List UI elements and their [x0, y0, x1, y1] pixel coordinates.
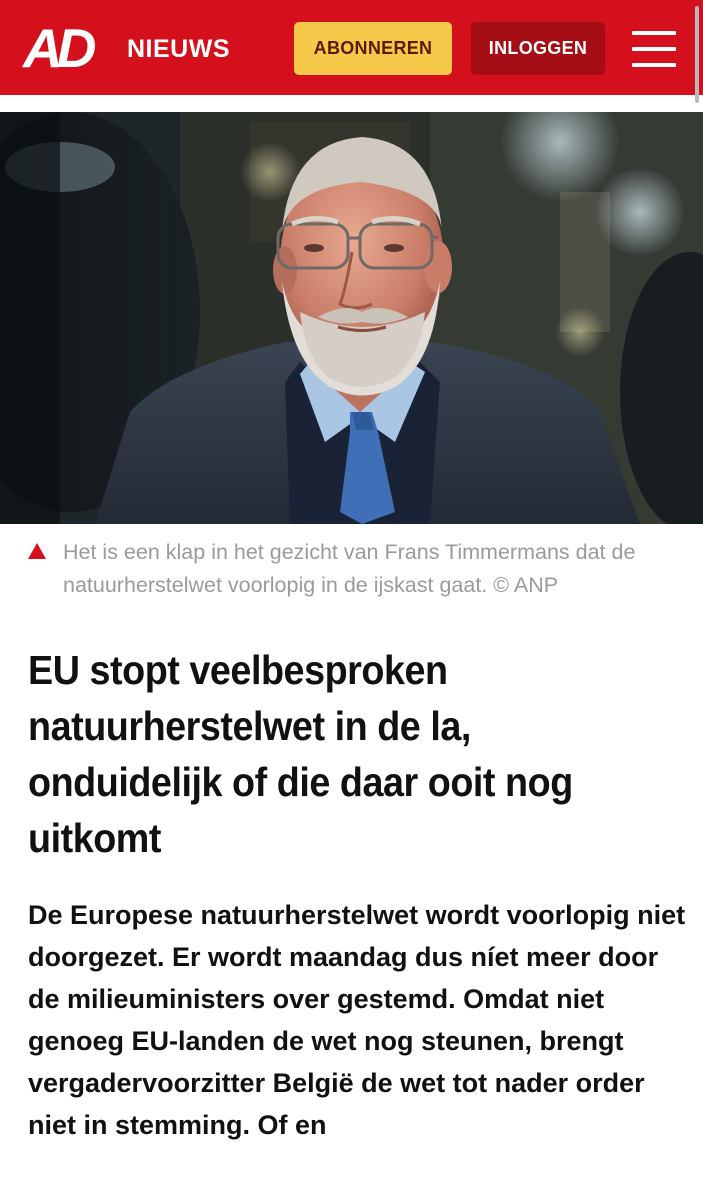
hero-photo — [0, 112, 703, 524]
portrait-illustration — [0, 112, 703, 524]
login-button[interactable]: INLOGGEN — [471, 22, 605, 75]
hamburger-menu-icon[interactable] — [630, 28, 678, 70]
triangle-up-icon — [28, 543, 46, 559]
scrollbar[interactable] — [695, 6, 699, 103]
article-headline: EU stopt veelbesproken natuurherstelwet in de la, onduidelijk of die daar ooit nog uitkomt — [28, 647, 573, 861]
article-intro: De Europese natuurherstelwet wordt voorlopig niet doorgezet. Er wordt maandag dus níet meer door de milieuministers over gestemd. Omdat niet genoeg EU-landen de wet nog steunen, brengt vergadervoorzitter België de wet tot nader order niet in stemming. Of en — [28, 900, 686, 1140]
ad-logo[interactable]: AD — [23, 17, 91, 79]
top-navigation-bar — [0, 0, 703, 95]
section-label[interactable]: NIEUWS — [127, 35, 230, 63]
subscribe-button[interactable]: ABONNEREN — [294, 22, 452, 75]
photo-caption: Het is een klap in het gezicht van Frans Timmermans dat de natuurherstelwet voorlopig in de ijskast gaat. © ANP — [63, 540, 636, 597]
